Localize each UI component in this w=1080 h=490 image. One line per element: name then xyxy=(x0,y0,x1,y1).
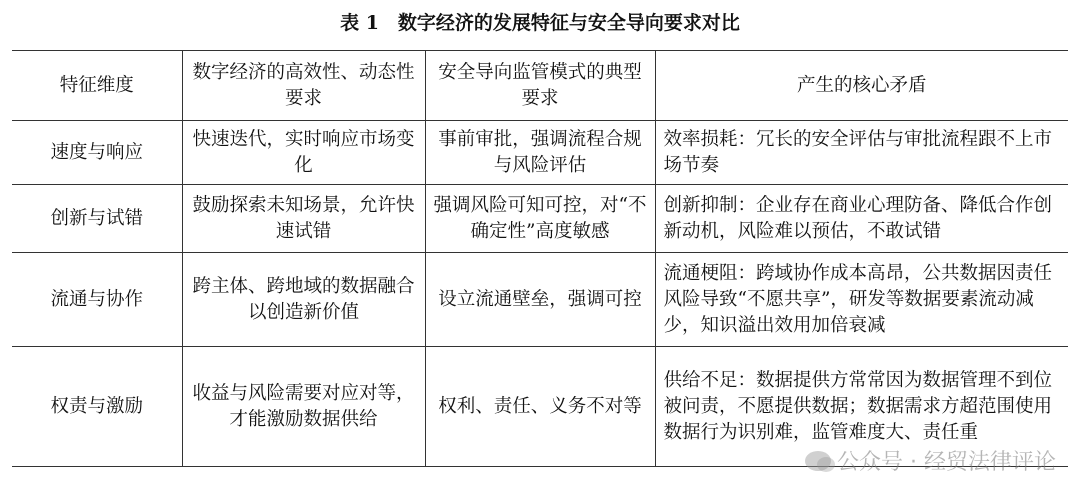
wechat-watermark xyxy=(805,445,1056,476)
cell-conflict: 流通梗阻：跨域协作成本高昂，公共数据因责任风险导致“不愿共享”，研发等数据要素流动减少，知识溢出效用加倍衰减 xyxy=(655,253,1068,347)
comparison-table xyxy=(12,50,1068,467)
cell-digital: 鼓励探索未知场景，允许快速试错 xyxy=(182,185,425,253)
comparison-table-container xyxy=(12,50,1068,467)
cell-conflict: 效率损耗：冗长的安全评估与审批流程跟不上市场节奏 xyxy=(655,121,1068,185)
cell-security: 设立流通壁垒，强调可控 xyxy=(425,253,655,347)
column-header-dimension: 特征维度 xyxy=(12,51,182,121)
cell-dimension: 流通与协作 xyxy=(12,253,182,347)
cell-conflict: 供给不足：数据提供方常常因为数据管理不到位被问责，不愿提供数据；数据需求方超范围使用数据行为识别难，监管难度大、责任重 xyxy=(655,347,1068,467)
cell-dimension: 权责与激励 xyxy=(12,347,182,467)
table-header-row xyxy=(12,51,1068,121)
wechat-icon xyxy=(805,451,831,471)
cell-dimension: 创新与试错 xyxy=(12,185,182,253)
table-title: 表 1 数字经济的发展特征与安全导向要求对比 xyxy=(340,12,740,34)
column-header-digital: 数字经济的高效性、动态性要求 xyxy=(182,51,425,121)
table-row xyxy=(12,253,1068,347)
cell-digital: 快速迭代，实时响应市场变化 xyxy=(182,121,425,185)
cell-digital: 跨主体、跨地域的数据融合以创造新价值 xyxy=(182,253,425,347)
cell-security: 强调风险可知可控，对“不确定性”高度敏感 xyxy=(425,185,655,253)
cell-dimension: 速度与响应 xyxy=(12,121,182,185)
cell-security: 权利、责任、义务不对等 xyxy=(425,347,655,467)
watermark-text: 公众号 · 经贸法律评论 xyxy=(837,450,1056,475)
cell-digital: 收益与风险需要对应对等，才能激励数据供给 xyxy=(182,347,425,467)
table-row xyxy=(12,121,1068,185)
cell-conflict: 创新抑制：企业存在商业心理防备、降低合作创新动机，风险难以预估，不敢试错 xyxy=(655,185,1068,253)
column-header-conflict: 产生的核心矛盾 xyxy=(655,51,1068,121)
cell-security: 事前审批，强调流程合规与风险评估 xyxy=(425,121,655,185)
column-header-security: 安全导向监管模式的典型要求 xyxy=(425,51,655,121)
table-row xyxy=(12,185,1068,253)
